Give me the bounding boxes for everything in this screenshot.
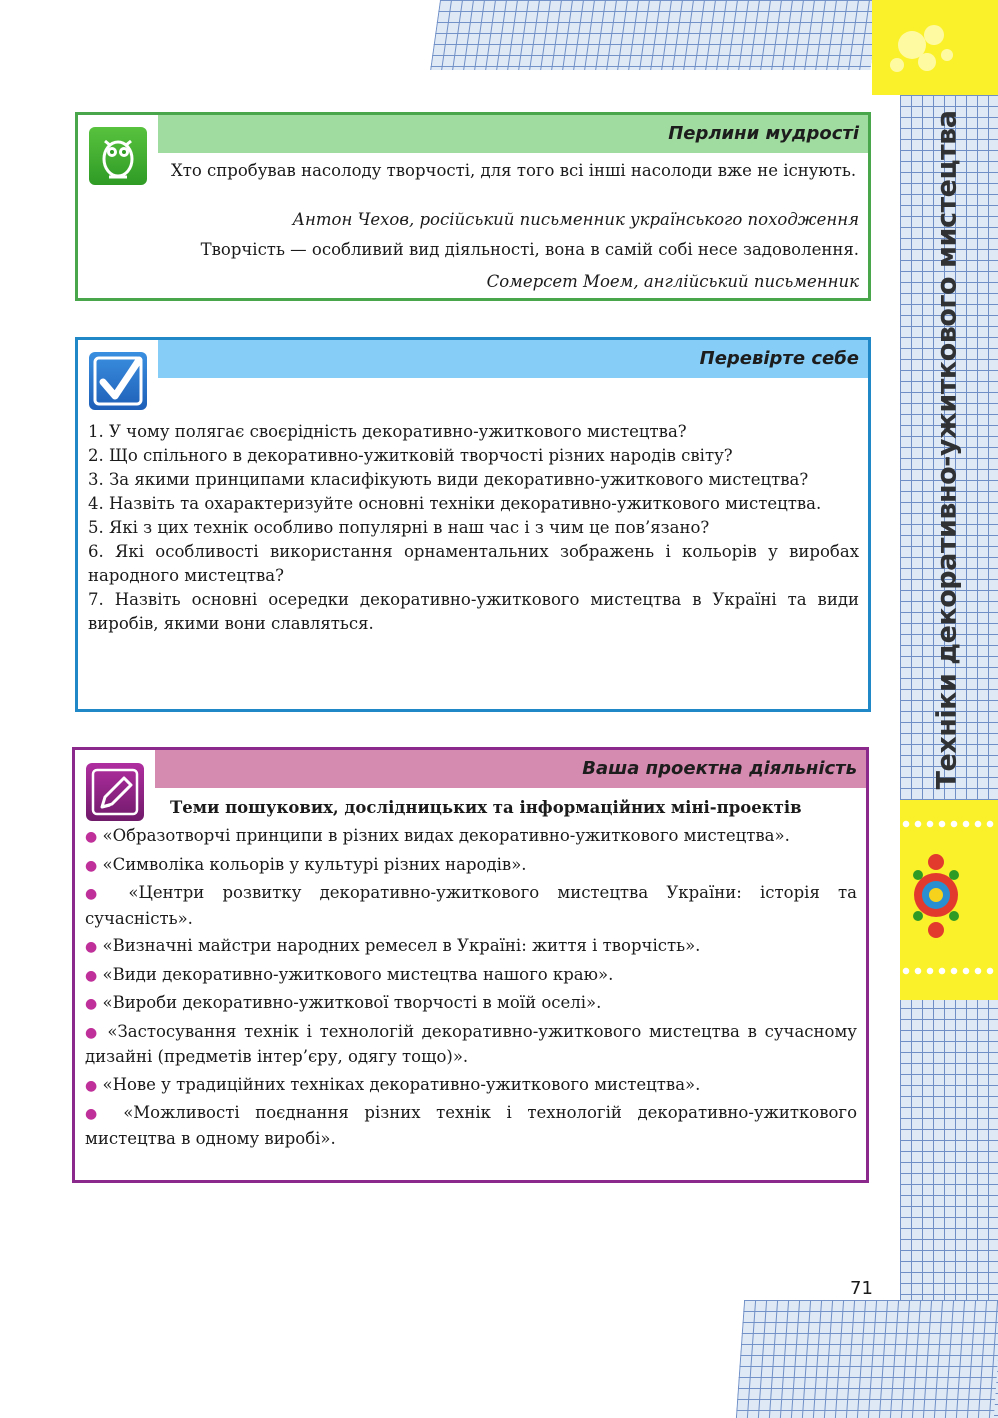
wisdom-header: Перлини мудрості	[158, 115, 868, 153]
checkmark-icon	[89, 352, 147, 410]
page-number: 71	[850, 1278, 873, 1299]
dot-border-bottom	[900, 965, 998, 977]
chapter-side-title: Техніки декоративно-ужиткового мистецтва	[931, 110, 963, 790]
pencil-icon	[86, 763, 144, 821]
wisdom-author-2: Сомерсет Моем, англійський письменник	[486, 272, 859, 291]
project-subtitle: Теми пошукових, дослідницьких та інформаційних міні-проектів	[170, 798, 802, 817]
bullet-icon: ●	[85, 829, 98, 845]
topic-item: ● «Вироби декоративно-ужиткової творчості в моїй оселі».	[85, 993, 602, 1012]
question-item: 3. За якими принципами класифікують види декоративно-ужиткового мистецтва?	[88, 470, 809, 489]
bullet-icon: ●	[85, 996, 98, 1012]
question-item: 5. Які з цих технік особливо популярні в наш час і з чим це пов’язано?	[88, 518, 710, 537]
check-yourself-box	[75, 337, 871, 712]
bullet-icon: ●	[85, 1024, 100, 1041]
folk-flower-icon	[910, 850, 962, 940]
topic-item: ● «Символіка кольорів у культурі різних народів».	[85, 854, 527, 874]
topic-item: ● «Види декоративно-ужиткового мистецтва нашого краю».	[85, 964, 614, 984]
question-item: 1. У чому полягає своєрідність декоративно-ужиткового мистецтва?	[88, 422, 687, 441]
question-item: 2. Що спільного в декоративно-ужитковій творчості різних народів світу?	[88, 446, 733, 465]
check-header: Перевірте себе	[158, 340, 868, 378]
topics-list	[85, 824, 857, 1151]
topic-item: ● «Центри розвитку декоративно-ужиткового мистецтва України: історія та сучасність».	[85, 883, 858, 928]
owl-icon	[89, 127, 147, 185]
bullet-icon: ●	[85, 967, 98, 984]
topic-item: ● «Образотворчі принципи в різних видах декоративно-ужиткового мистецтва».	[85, 826, 790, 845]
topic-item: ● «Нове у традиційних техніках декоративно-ужиткового мистецтва».	[85, 1074, 701, 1094]
topic-item: ● «Можливості поєднання різних технік і технологій декоративно-ужиткового мистецтва в одному виробі».	[85, 1103, 858, 1148]
bullet-icon: ●	[85, 939, 98, 955]
flower-ornament-icon	[872, 0, 998, 95]
bullet-icon: ●	[85, 1106, 108, 1122]
question-item: 6. Які особливості використання орнаментальних зображень і кольорів у виробах народного мистецтва?	[88, 542, 859, 585]
bullet-icon: ●	[85, 1077, 98, 1094]
question-item: 4. Назвіть та охарактеризуйте основні техніки декоративно-ужиткового мистецтва.	[88, 494, 822, 513]
wisdom-quote-2: Творчість — особливий вид діяльності, вона в самій собі несе задоволення.	[200, 240, 859, 259]
project-activity-box	[72, 747, 869, 1183]
topic-item: ● «Застосування технік і технологій декоративно-ужиткового мистецтва в сучасному дизайні (предметів інтер’єру, одягу тощо)».	[85, 1021, 857, 1066]
questions-list	[88, 420, 859, 636]
wisdom-box	[75, 112, 871, 301]
project-header: Ваша проектна діяльність	[155, 750, 866, 788]
wisdom-author-1: Антон Чехов, російський письменник українського походження	[292, 210, 859, 229]
bullet-icon: ●	[85, 886, 111, 902]
graph-paper-bottom	[736, 1300, 998, 1418]
yellow-corner-ornament	[872, 0, 998, 95]
question-item: 7. Назвіть основні осередки декоративно-ужиткового мистецтва в Україні та види виробів, якими вони славляться.	[88, 590, 859, 633]
bullet-icon: ●	[85, 857, 98, 874]
dot-border-top	[900, 818, 998, 830]
wisdom-quote-1: Хто спробував насолоду творчості, для того всі інші насолоди вже не існують.	[171, 161, 857, 180]
graph-paper-top	[430, 0, 880, 70]
topic-item: ● «Визначні майстри народних ремесел в Україні: життя і творчість».	[85, 936, 701, 955]
